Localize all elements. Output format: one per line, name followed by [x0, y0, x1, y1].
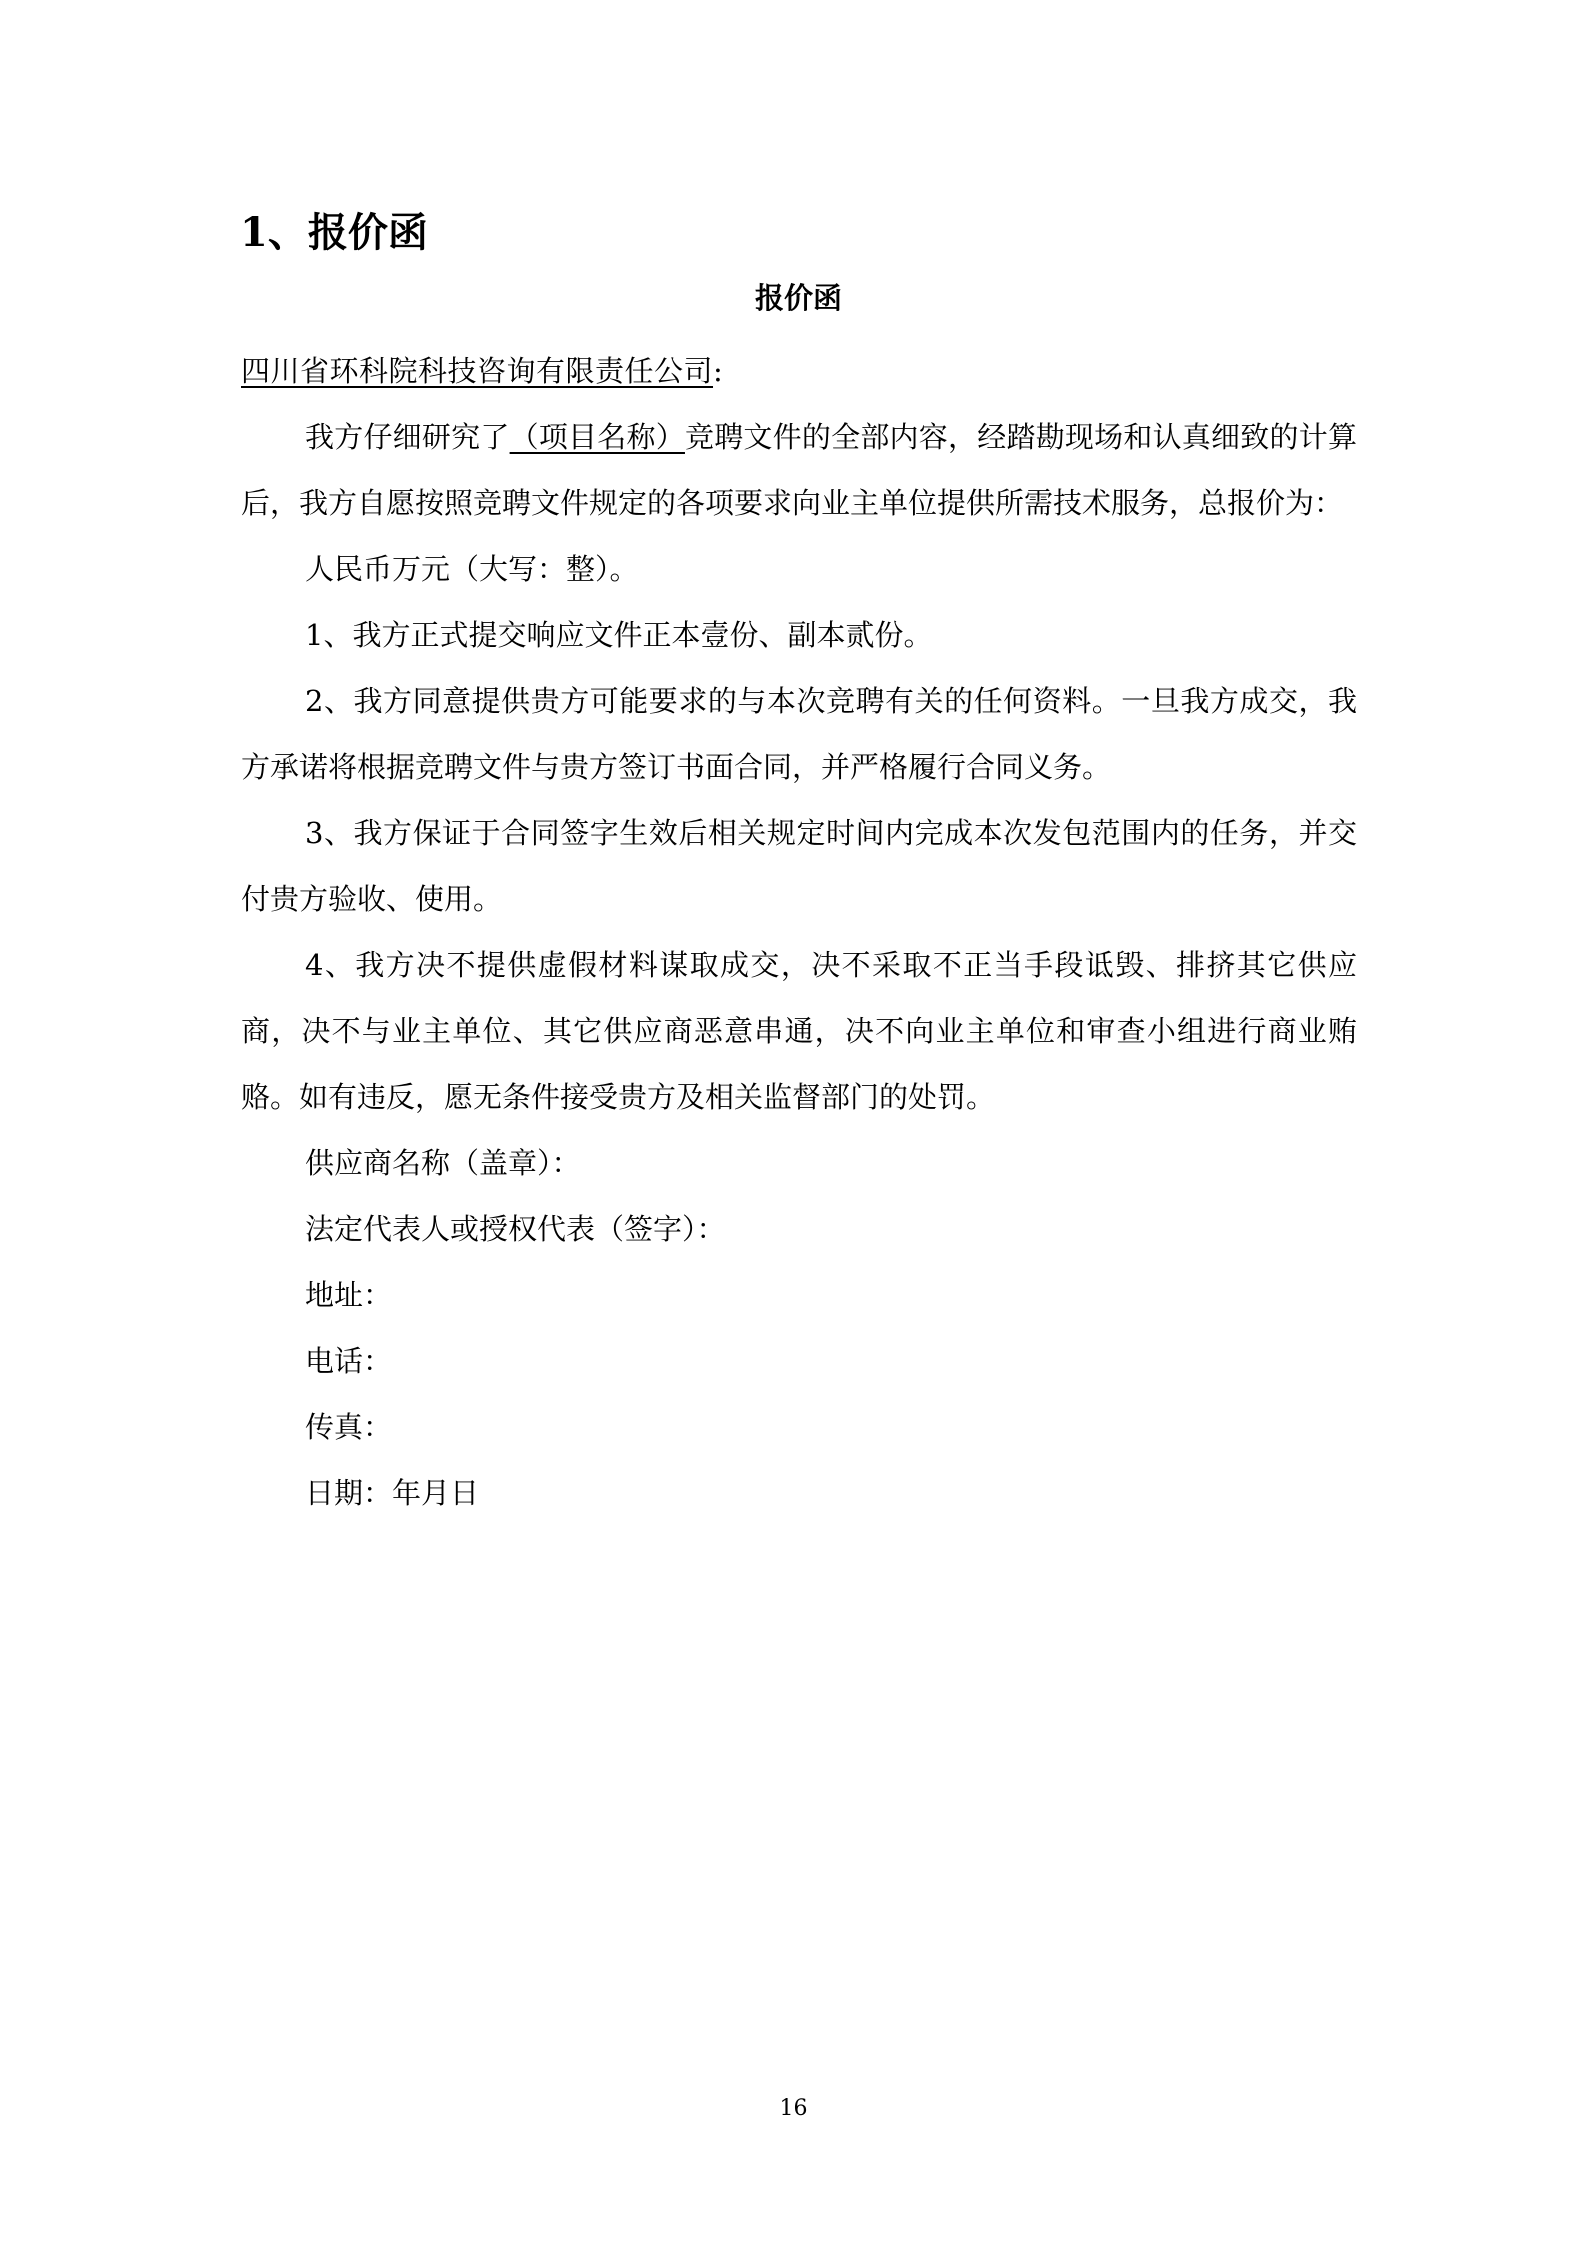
addressee-name: 四川省环科院科技咨询有限责任公司: [241, 354, 714, 388]
price-line: 人民币万元（大写：整）。: [305, 552, 639, 586]
phone-field: 电话：: [305, 1344, 393, 1378]
intro-after: 竞聘文件的全部内容，经踏勘现场和认真细致的计算后，我方自愿按照竞聘文件规定的各项要求向业主单位提供所需技术服务，总报价为：: [241, 420, 1357, 520]
address-field: 地址：: [305, 1278, 393, 1312]
intro-paragraph: [241, 404, 1357, 536]
addressee-line: [241, 338, 1357, 404]
supplier-name-field: 供应商名称（盖章）：: [305, 1146, 581, 1180]
fax-field: 传真：: [305, 1410, 393, 1444]
project-name-placeholder: （项目名称）: [509, 420, 685, 454]
section-heading: 1、报价函: [240, 209, 428, 256]
clause-2: 2、我方同意提供贵方可能要求的与本次竞聘有关的任何资料。一旦我方成交，我方承诺将根据竞聘文件与贵方签订书面合同，并严格履行合同义务。: [241, 684, 1357, 784]
clause-1: 1、我方正式提交响应文件正本壹份、副本贰份。: [305, 618, 933, 652]
clause-4: 4、我方决不提供虚假材料谋取成交，决不采取不正当手段诋毁、排挤其它供应商，决不与业主单位、其它供应商恶意串通，决不向业主单位和审查小组进行商业贿赂。如有违反，愿无条件接受贵方及相关监督部门的处罚。: [241, 948, 1357, 1114]
document-title: 报价函: [754, 281, 842, 315]
letter-body: [241, 338, 1357, 1526]
date-field: 日期：年月日: [305, 1476, 480, 1510]
clause-3: 3、我方保证于合同签字生效后相关规定时间内完成本次发包范围内的任务，并交付贵方验收、使用。: [241, 816, 1357, 916]
addressee-colon: :: [713, 354, 724, 388]
intro-before: 我方仔细研究了: [305, 420, 510, 454]
page-number: 16: [779, 2096, 808, 2121]
legal-representative-field: 法定代表人或授权代表（签字）：: [305, 1212, 726, 1246]
